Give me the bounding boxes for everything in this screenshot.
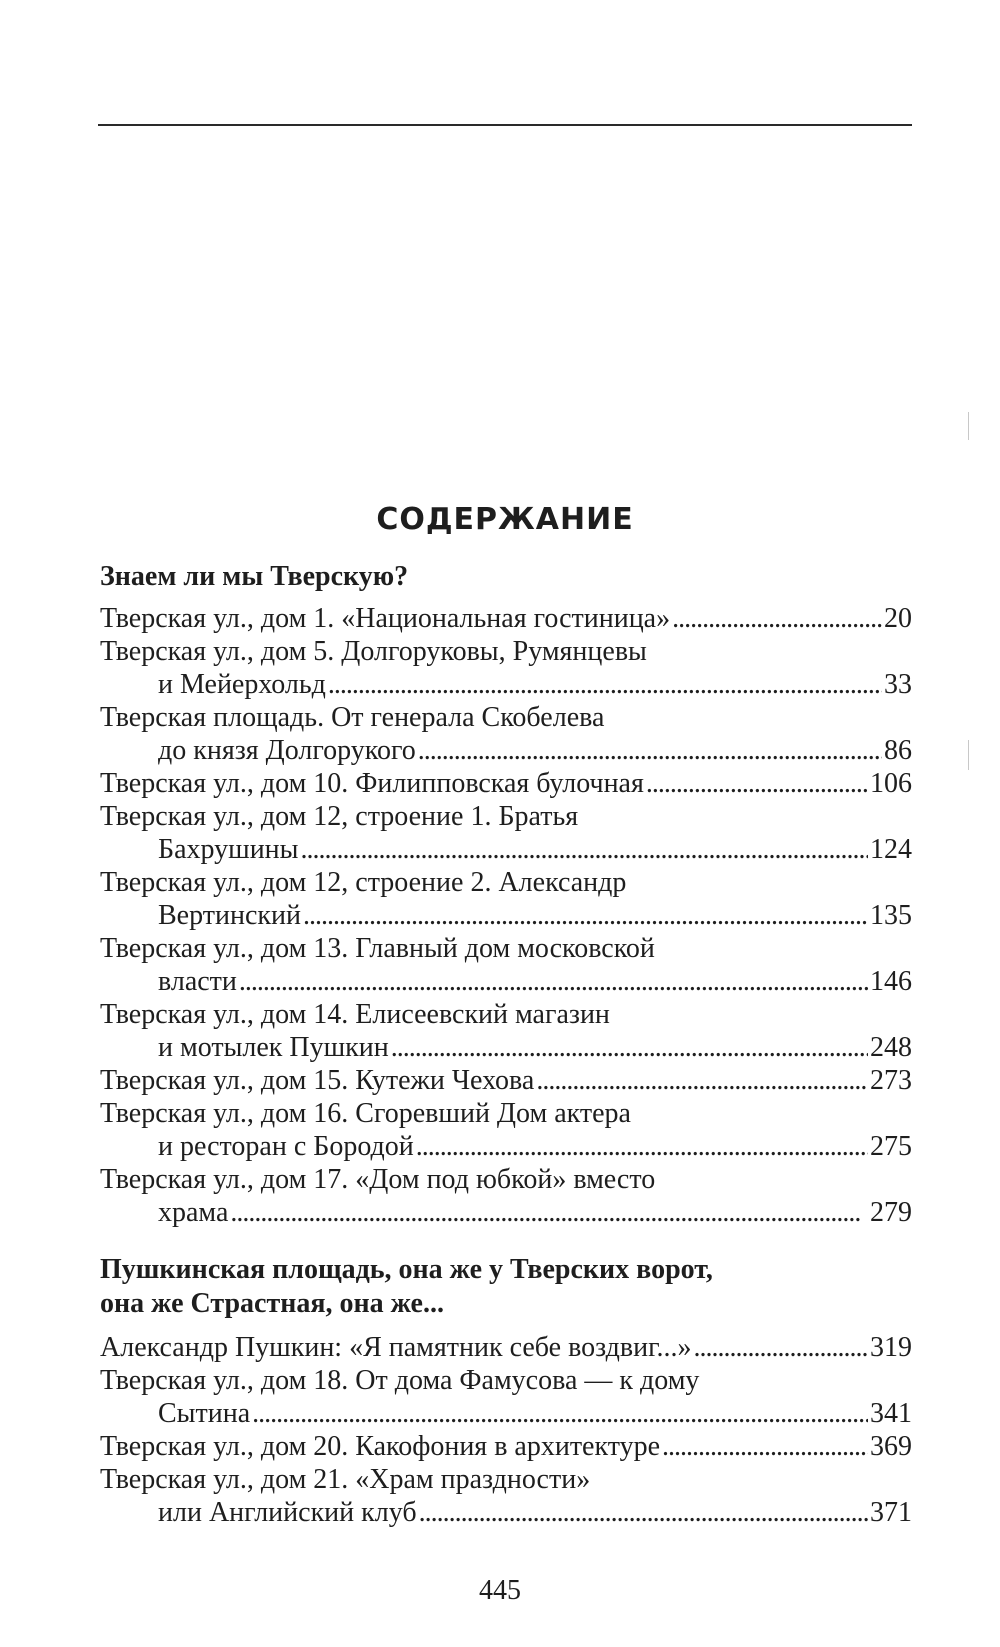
toc-entry-line: [100, 1430, 912, 1463]
toc-entry-text: Тверская площадь. От генерала Скобелева: [100, 702, 605, 733]
dot-leader: [239, 965, 868, 998]
dot-leader: [536, 1064, 868, 1097]
toc-entry[interactable]: [100, 635, 912, 701]
toc-page-number: 86: [884, 735, 912, 766]
top-rule: [98, 124, 912, 126]
toc-entry-line: [100, 833, 912, 866]
section-title: [100, 560, 912, 594]
toc-entry-line: [100, 965, 912, 998]
toc-entry-line: [100, 899, 912, 932]
dot-leader: [416, 1130, 868, 1163]
toc-entry[interactable]: [100, 998, 912, 1064]
toc-entry-text: Сытина: [158, 1398, 251, 1429]
toc-entry[interactable]: [100, 932, 912, 998]
toc-entry-text: Тверская ул., дом 17. «Дом под юбкой» вместо: [100, 1164, 656, 1195]
toc-entry-text: Тверская ул., дом 1. «Национальная гостиница»: [100, 603, 671, 634]
dot-leader: [419, 1496, 868, 1529]
toc-entry[interactable]: [100, 602, 912, 635]
toc-page-number: 248: [870, 1032, 912, 1063]
toc-entry[interactable]: [100, 1097, 912, 1163]
toc-entry-text: власти: [158, 966, 237, 997]
toc-entry-line: [100, 1130, 912, 1163]
dot-leader: [662, 1430, 868, 1463]
toc-entry-text: Тверская ул., дом 12, строение 2. Александр: [100, 867, 627, 898]
toc-entry-text: Тверская ул., дом 16. Сгоревший Дом актера: [100, 1098, 631, 1129]
toc-entry-text: до князя Долгорукого: [158, 735, 416, 766]
dot-leader: [391, 1031, 868, 1064]
toc-entry-line: [100, 602, 912, 635]
toc-page-number: 371: [870, 1497, 912, 1528]
toc-entry-text: Александр Пушкин: «Я памятник себе воздвиг...»: [100, 1332, 692, 1363]
toc-entry-text: и мотылек Пушкин: [158, 1032, 389, 1063]
toc-entry-line: [100, 1196, 912, 1229]
toc-entry[interactable]: [100, 1163, 912, 1229]
dot-leader: [303, 899, 868, 932]
toc-page-number: 146: [870, 966, 912, 997]
dot-leader: [693, 1331, 868, 1364]
toc-page-number: 319: [870, 1332, 912, 1363]
section-title: [100, 1253, 912, 1321]
toc-entry-text: Тверская ул., дом 12, строение 1. Братья: [100, 801, 579, 832]
dot-leader: [328, 668, 882, 701]
toc-entry-line: [100, 734, 912, 767]
dot-leader: [230, 1196, 868, 1229]
toc-entry-text: Тверская ул., дом 18. От дома Фамусова — к дому: [100, 1365, 700, 1396]
toc-entry-line: [100, 1397, 912, 1430]
paper-speck: [968, 412, 969, 440]
toc-entry[interactable]: [100, 1463, 912, 1529]
toc-entry-text: и ресторан с Бородой: [158, 1131, 414, 1162]
toc-entry[interactable]: [100, 1064, 912, 1097]
dot-leader: [646, 767, 868, 800]
toc-entry-text: Тверская ул., дом 5. Долгоруковы, Румянцевы: [100, 636, 647, 667]
toc-entry-line: [100, 767, 912, 800]
toc-page-number: 369: [870, 1431, 912, 1462]
toc-entry[interactable]: [100, 800, 912, 866]
table-of-contents: [100, 560, 912, 1529]
toc-entry-text: Тверская ул., дом 13. Главный дом московской: [100, 933, 655, 964]
toc-entry-line: [100, 1331, 912, 1364]
toc-entry[interactable]: [100, 1430, 912, 1463]
toc-entry[interactable]: [100, 1364, 912, 1430]
toc-entry[interactable]: [100, 866, 912, 932]
toc-entry-text: и Мейерхольд: [158, 669, 326, 700]
toc-entry[interactable]: [100, 701, 912, 767]
toc-page-number: 273: [870, 1065, 912, 1096]
section-title-line: Знаем ли мы Тверскую?: [100, 561, 409, 592]
paper-speck: [968, 740, 969, 770]
toc-page-number: 20: [884, 603, 912, 634]
toc-page-number: 279: [870, 1197, 912, 1228]
toc-entry-text: Тверская ул., дом 10. Филипповская булочная: [100, 768, 644, 799]
toc-heading: СОДЕРЖАНИЕ: [376, 502, 634, 537]
toc-page-number: 341: [870, 1398, 912, 1429]
toc-entry-text: Вертинский: [158, 900, 301, 931]
toc-page-number: 275: [870, 1131, 912, 1162]
toc-entry[interactable]: [100, 1331, 912, 1364]
toc-entry[interactable]: [100, 767, 912, 800]
dot-leader: [300, 833, 868, 866]
toc-page-number: 33: [884, 669, 912, 700]
section-title-line: Пушкинская площадь, она же у Тверских ворот,: [100, 1254, 713, 1285]
toc-entry-text: или Английский клуб: [158, 1497, 417, 1528]
toc-entry-line: [100, 1496, 912, 1529]
toc-entry-text: Тверская ул., дом 15. Кутежи Чехова: [100, 1065, 535, 1096]
toc-entry-text: Тверская ул., дом 20. Какофония в архитектуре: [100, 1431, 661, 1462]
toc-entry-line: [100, 1031, 912, 1064]
toc-entry-text: храма: [158, 1197, 229, 1228]
dot-leader: [252, 1397, 868, 1430]
dot-leader: [672, 602, 882, 635]
dot-leader: [418, 734, 882, 767]
toc-entry-text: Тверская ул., дом 14. Елисеевский магазин: [100, 999, 610, 1030]
page-number: 445: [479, 1575, 521, 1606]
toc-entry-text: Тверская ул., дом 21. «Храм праздности»: [100, 1464, 591, 1495]
section-title-line: она же Страстная, она же...: [100, 1288, 444, 1319]
toc-entry-text: Бахрушины: [158, 834, 299, 865]
toc-page-number: 106: [870, 768, 912, 799]
toc-page-number: 124: [870, 834, 912, 865]
toc-page-number: 135: [870, 900, 912, 931]
toc-entry-line: [100, 668, 912, 701]
toc-entry-line: [100, 1064, 912, 1097]
